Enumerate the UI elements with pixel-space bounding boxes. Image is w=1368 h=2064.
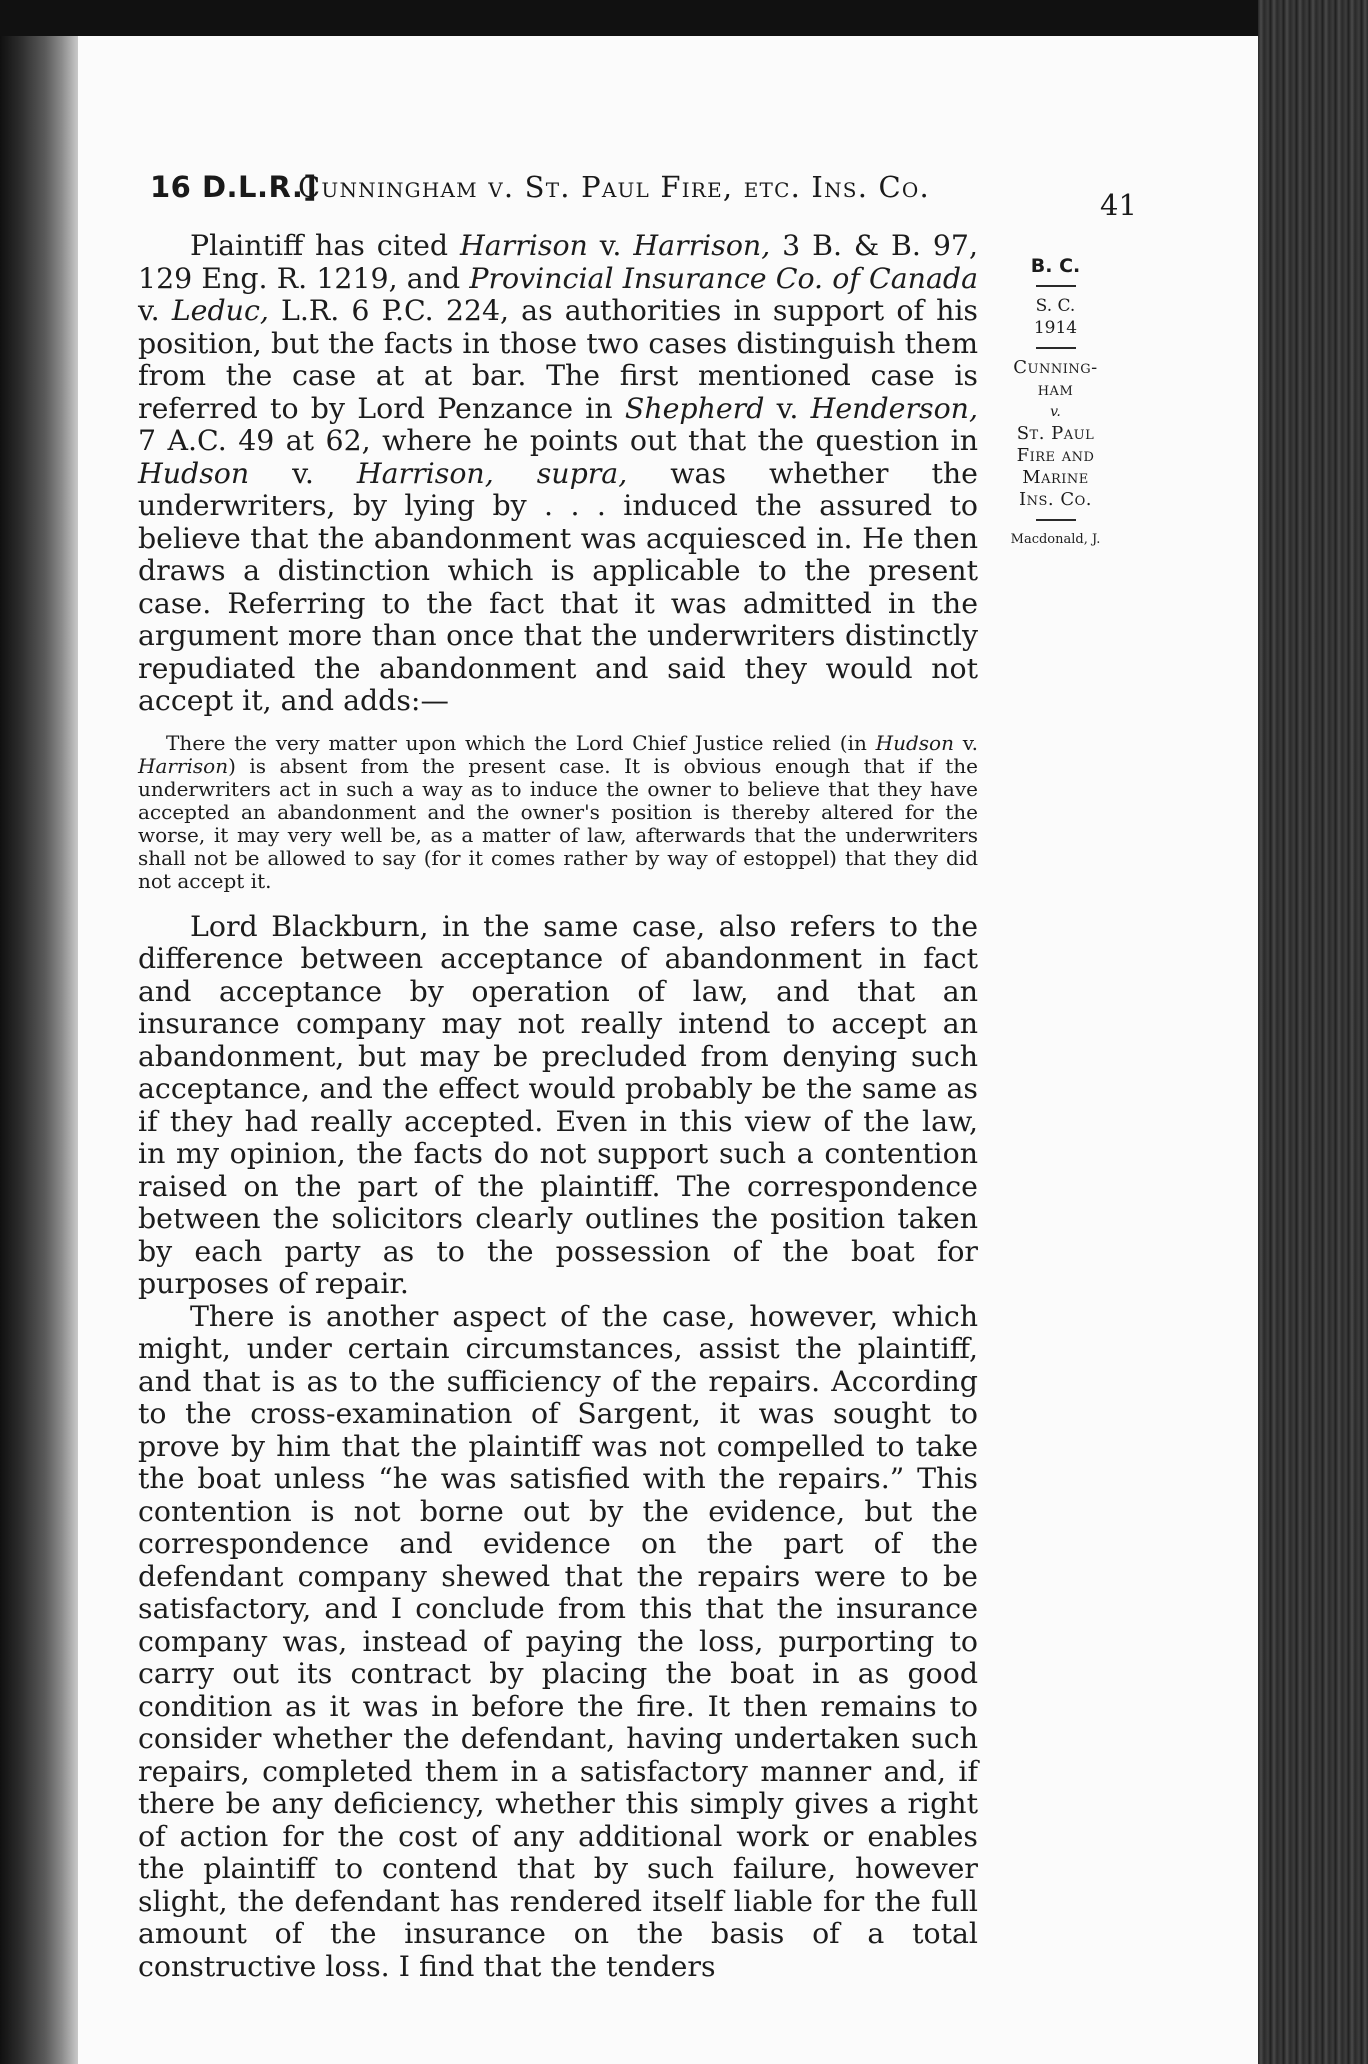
margin-divider xyxy=(1036,519,1076,521)
margin-case-line: Fire and xyxy=(1016,445,1095,466)
margin-case-line: Ins. Co. xyxy=(1019,489,1092,510)
margin-divider xyxy=(1036,347,1076,349)
page-number: 41 xyxy=(1100,188,1137,222)
running-header xyxy=(150,170,1137,230)
main-text xyxy=(138,230,978,1983)
margin-case-line: v. xyxy=(1050,404,1061,420)
judge-name: Macdonald, J. xyxy=(1010,532,1101,547)
margin-note xyxy=(988,255,1123,551)
book-binding xyxy=(1258,0,1368,2064)
margin-case-line: St. Paul xyxy=(1016,423,1095,444)
margin-case-line: Cunning- xyxy=(1013,357,1098,378)
reporter-citation: 16 D.L.R.] xyxy=(150,170,318,204)
margin-case-line: ham xyxy=(1037,379,1074,400)
paragraph-1: Plaintiff has cited Harrison v. Harrison, 3 B. & B. 97, 129 Eng. R. 1219, and Provincial Insurance Co. of Canada v. Leduc, L.R. 6 P.C. 224, as authorities in support of his position, but the facts in those two cases distinguish them from the case at at bar. The first mentioned case is referred to by Lord Penzance in Shepherd v. Henderson, 7 A.C. 49 at 62, where he points out that the question in Hudson v. Harrison, supra, was whether the underwriters, by lying by . . . induced the assured to believe that the abandonment was acquiesced in. He then draws a distinction which is applicable to the present case. Referring to the fact that it was admitted in the argument more than once that the underwriters distinctly repudiated the abandonment and said they would not accept it, and adds:— xyxy=(138,229,978,717)
paragraph-3: There is another aspect of the case, however, which might, under certain circumstances, assist the plaintiff, and that is as to the sufficiency of the repairs. According to the cross-examination of Sargent, it was sought to prove by him that the plaintiff was not compelled to take the boat unless “he was satisfied with the repairs.” This contention is not borne out by the evidence, but the correspondence and evidence on the part of the defendant company shewed that the repairs were to be satisfactory, and I conclude from this that the insurance company was, instead of paying the loss, purporting to carry out its contract by placing the boat in as good condition as it was in before the fire. It then remains to consider whether the defendant, having undertaken such repairs, completed them in a satisfactory manner and, if there be any deficiency, whether this simply gives a right of action for the cost of any additional work or enables the plaintiff to contend that by such failure, however slight, the defendant has rendered itself liable for the full amount of the insurance on the basis of a total constructive loss. I find that the tenders xyxy=(138,1299,978,1983)
court-label: B. C. xyxy=(1030,255,1081,277)
margin-case-line: Marine xyxy=(1022,467,1089,488)
margin-divider xyxy=(1036,285,1076,287)
paragraph-2: Lord Blackburn, in the same case, also refers to the difference between acceptance of abandonment in fact and acceptance by operation of law, and that an insurance company may not really intend to accept an abandonment, but may be precluded from denying such acceptance, and the effect would probably be the same as if they had really accepted. Even in this view of the law, in my opinion, the facts do not support such a contention raised on the part of the plaintiff. The correspondence between the solicitors clearly outlines the position taken by each party as to the possession of the boat for purposes of repair. xyxy=(138,909,978,1300)
court-short: S. C. xyxy=(1035,296,1076,316)
case-title: Cunningham v. St. Paul Fire, etc. Ins. Co. xyxy=(298,170,930,204)
scan-top-border xyxy=(0,0,1368,36)
case-year: 1914 xyxy=(1033,318,1078,338)
block-quote: There the very matter upon which the Lord Chief Justice relied (in Hudson v. Harrison) is absent from the present case. It is obvious enough that if the underwriters act in such a way as to induce the owner to believe that they have accepted an abandonment and the owner's position is thereby altered for the worse, it may very well be, as a matter of law, afterwards that the underwriters shall not be allowed to say (for it comes rather by way of estoppel) that they did not accept it. xyxy=(138,730,979,893)
